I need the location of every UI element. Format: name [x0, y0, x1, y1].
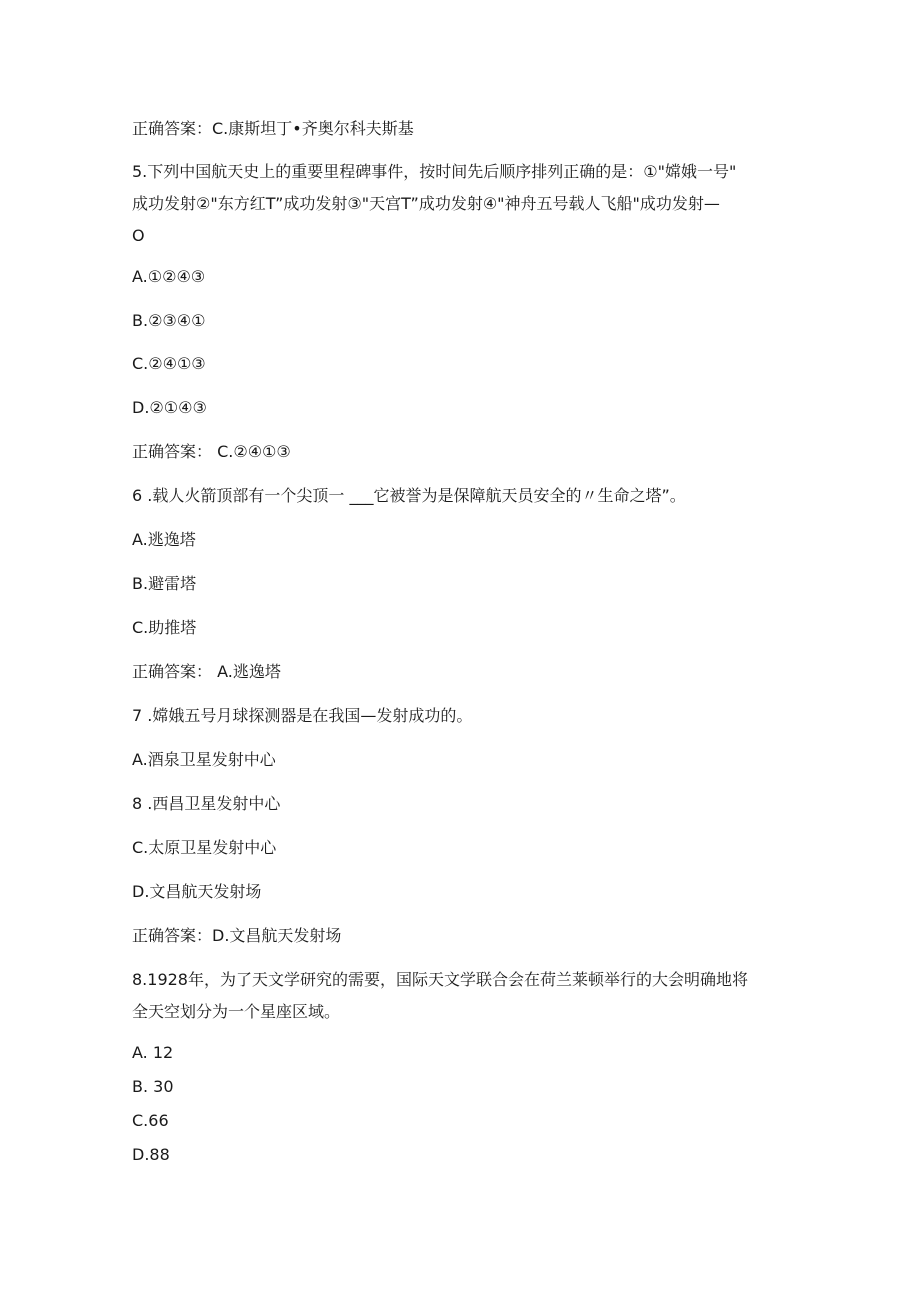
q5-option-b: B.②③④① [132, 311, 206, 330]
q8-option-c: C.66 [132, 1111, 169, 1130]
q5-option-a: A.①②④③ [132, 267, 206, 286]
q8-option-b: B. 30 [132, 1077, 174, 1096]
answer-q7: 正确答案：D.文昌航天发射场 [132, 926, 342, 945]
q6-option-c: C.助推塔 [132, 618, 197, 637]
question-7: 7 .嫦娥五号月球探测器是在我国—发射成功的。 [132, 706, 473, 725]
q8-option-a: A. 12 [132, 1043, 174, 1062]
question-5-line-2: 成功发射②"东方红T”成功发射③"天宫T”成功发射④"神舟五号载人飞船"成功发射— [132, 194, 720, 213]
q5-option-c: C.②④①③ [132, 354, 206, 373]
q6-option-b: B.避雷塔 [132, 574, 197, 593]
q7-option-a: A.酒泉卫星发射中心 [132, 750, 276, 769]
answer-q4: 正确答案：C.康斯坦丁•齐奥尔科夫斯基 [132, 119, 414, 138]
question-5-line-3: O [132, 226, 145, 245]
q7-option-b: 8 .西昌卫星发射中心 [132, 794, 281, 813]
answer-q6: 正确答案： A.逃逸塔 [132, 662, 281, 681]
q8-option-d: D.88 [132, 1145, 170, 1164]
q6-option-a: A.逃逸塔 [132, 530, 196, 549]
question-6: 6 .载人火箭顶部有一个尖顶一 ___它被誉为是保障航天员安全的〃生命之塔”。 [132, 486, 686, 505]
question-8-line-2: 全天空划分为一个星座区域。 [132, 1002, 341, 1021]
q5-option-d: D.②①④③ [132, 398, 207, 417]
answer-q5: 正确答案： C.②④①③ [132, 442, 291, 461]
question-8-line-1: 8.1928年，为了天文学研究的需要，国际天文学联合会在荷兰莱顿举行的大会明确地将 [132, 970, 748, 989]
question-5-line-1: 5.下列中国航天史上的重要里程碑事件，按时间先后顺序排列正确的是：①"嫦娥一号" [132, 162, 737, 181]
q7-option-d: D.文昌航天发射场 [132, 882, 262, 901]
q7-option-c: C.太原卫星发射中心 [132, 838, 277, 857]
